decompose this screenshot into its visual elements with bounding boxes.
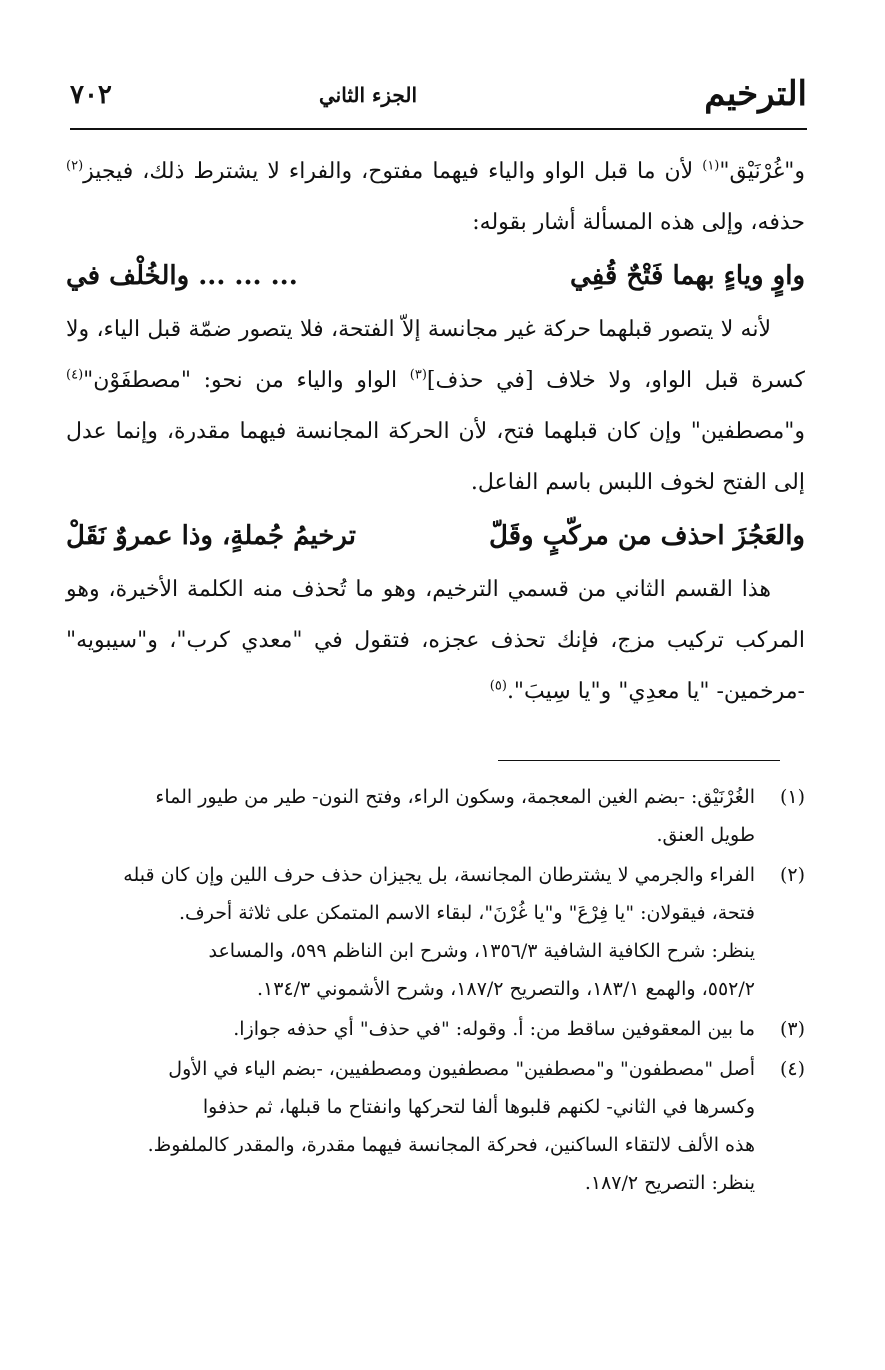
footnote-ref: (٤) [66,367,84,383]
verse-hemistich-right: والعَجُزَ احذف من مركّبٍ وقَلّ [488,521,805,551]
text-run: لأن ما قبل الواو والياء فيهما مفتوح، والفراء لا يشترط ذلك، فيجيز [83,159,703,184]
footnote-text [66,856,755,1008]
footnote-number: (٣) [779,1018,805,1040]
text-run: حذفه، وإلى هذه المسألة أشار بقوله: [472,210,805,235]
footnote-line: ٥٥٢/٢، والهمع ١٨٣/١، والتصريح ١٨٧/٢، وشرح الأشموني ١٣٤/٣. [256,978,755,1000]
footnote-number: (٤) [779,1058,805,1080]
footnote-ref: (٢) [66,158,84,174]
footnote-rule [498,760,780,761]
chapter-title: الترخيم [704,74,807,114]
verse-2 [66,508,805,564]
text-run: و"غُرْنَيْق" [719,159,805,184]
paragraph-3 [66,564,805,717]
footnote-ref: (٥) [489,678,507,694]
footnote-1 [66,778,805,854]
page-header [70,72,807,122]
main-text [66,146,805,717]
footnote-ref: (١) [702,158,720,174]
footnote-number: (٢) [779,864,805,886]
verse-hemistich-left: ترخيمُ جُملةٍ، وذا عمروٌ نَقَلْ [66,521,356,551]
footnote-line: الفراء والجرمي لا يشترطان المجانسة، بل يجيزان حذف حرف اللين وإن كان قبله [123,864,755,886]
footnote-2 [66,856,805,1008]
page-number: ٧٠٢ [70,80,112,110]
verse-1 [66,248,805,304]
text-run: و"مصطفين" وإن كان قبلهما فتح، لأن الحركة المجانسة فيهما مقدرة، وإنما عدل إلى الفتح لخوف اللبس باسم الفاعل. [66,419,805,495]
text-run: لأنه لا يتصور قبلهما حركة غير مجانسة إلاّ الفتحة، فلا يتصور ضمّة قبل الياء، ولا كسرة قبل الواو، ولا خلاف [في حذف] [66,317,805,393]
footnote-text [66,1050,755,1202]
footnote-number: (١) [779,786,805,808]
footnote-line: طويل العنق. [656,824,755,846]
footnote-3 [66,1010,805,1048]
footnote-ref: (٣) [409,367,427,383]
paragraph-1 [66,146,805,248]
footnote-line: هذه الألف لالتقاء الساكنين، فحركة المجانسة فيهما مقدرة، والمقدر كالملفوظ. [147,1134,755,1156]
header-rule [70,128,807,130]
text-run: هذا القسم الثاني من قسمي الترخيم، وهو ما تُحذف منه الكلمة الأخيرة، وهو المركب تركيب مزج، فإنك تحذف عجزه، فتقول في "معدي كرب"، و"سيبويه" -مرخمين- "يا معدِي" و"يا سِيبَ". [66,577,805,704]
footnote-line: وكسرها في الثاني- لكنهم قلبوها ألفا لتحركها وانفتاح ما قبلها، ثم حذفوا [202,1096,755,1118]
footnote-line: ما بين المعقوفين ساقط من: أ. وقوله: "في حذف" أي حذفه جوازا. [233,1018,755,1040]
part-title: الجزء الثاني [319,83,417,107]
footnote-text [66,1010,755,1048]
text-run: الواو والياء من نحو: "مصطفَوْن" [83,368,410,393]
verse-hemistich-right: واوٍ وياءٍ بهما فَتْحٌ قُفِي [570,261,805,291]
paragraph-2 [66,304,805,508]
footnote-4 [66,1050,805,1202]
footnote-line: ينظر: التصريح ١٨٧/٢. [584,1172,755,1194]
footnote-line: ينظر: شرح الكافية الشافية ١٣٥٦/٣، وشرح ابن الناظم ٥٩٩، والمساعد [208,940,755,962]
footnote-text [66,778,755,854]
footnote-line: الغُرْنَيْق: -بضم الغين المعجمة، وسكون الراء، وفتح النون- طير من طيور الماء [155,786,755,808]
verse-hemistich-left: ... ... ... والخُلْف في [66,261,298,291]
footnote-line: أصل "مصطفون" و"مصطفين" مصطفيون ومصطفيين، -بضم الياء في الأول [168,1058,755,1080]
footnote-line: فتحة، فيقولان: "يا فِرْعَ" و"يا غُرْنَ"، لبقاء الاسم المتمكن على ثلاثة أحرف. [178,902,755,924]
footnotes [66,778,805,1204]
